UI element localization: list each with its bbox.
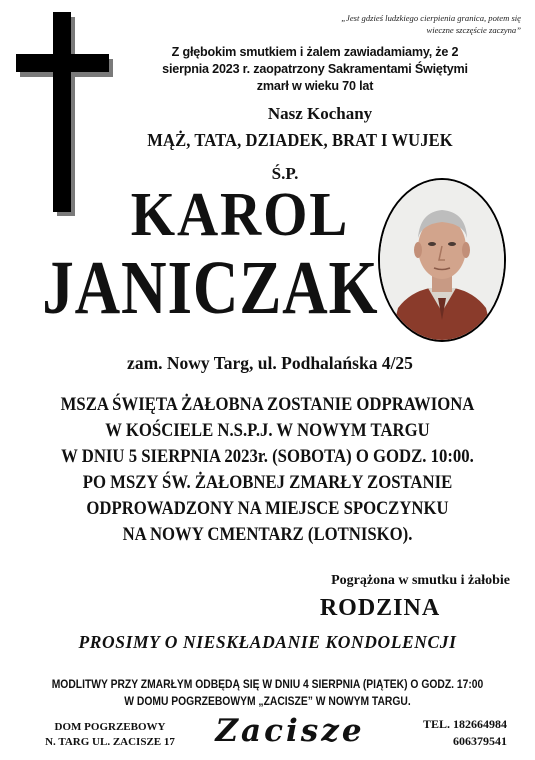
funeral-home-address: N. TARG UL. ZACISZE 17	[45, 736, 175, 748]
announcement-line: PO MSZY ŚW. ŻAŁOBNEJ ZMARŁY ZOSTANIE	[82, 472, 453, 493]
funeral-mass-announcement	[41, 392, 494, 548]
deceased-address: zam. Nowy Targ, ul. Podhalańska 4/25	[127, 353, 413, 373]
announcement-line: W DNIU 5 SIERPNIA 2023r. (SOBOTA) O GODZ. 10:00.	[61, 446, 474, 467]
prayers-line: W DOMU POGRZEBOWYM „ZACISZE” W NOWYM TARGU.	[124, 694, 411, 708]
epigraph-quote: „Jest gdzieś ludzkiego cierpienia granica, potem się wieczne szczęście zaczyna”	[341, 13, 521, 35]
death-announcement-intro: Z głębokim smutkiem i żalem zawiadamiamy, że 2 sierpnia 2023 r. zaopatrzony Sakramentami Świętymi zmarł w wieku 70 lat	[162, 45, 468, 93]
cross-crossbar	[16, 54, 109, 72]
family-signature: RODZINA	[319, 595, 441, 621]
funeral-home-name: DOM POGRZEBOWY	[54, 721, 166, 733]
announcement-line: ODPROWADZONY NA MIEJSCE SPOCZYNKU	[86, 498, 449, 519]
dear-heading: Nasz Kochany	[267, 104, 373, 123]
announcement-line: NA NOWY CMENTARZ (LOTNISKO).	[122, 524, 413, 545]
sp-abbreviation: Ś.P.	[271, 164, 299, 183]
deceased-portrait	[378, 178, 506, 342]
phone-secondary: 606379541	[453, 734, 507, 748]
deceased-last-name: JANICZAK	[42, 246, 379, 330]
prayers-notice	[46, 676, 489, 710]
funeral-home-logo: Zacisze	[215, 713, 365, 749]
mourning-intro: Pogrążona w smutku i żałobie	[331, 573, 510, 588]
announcement-line: MSZA ŚWIĘTA ŻAŁOBNA ZOSTANIE ODPRAWIONA	[60, 394, 475, 415]
cross-icon	[53, 12, 71, 212]
deceased-first-name: KAROL	[130, 181, 350, 249]
funeral-home-phones	[392, 716, 507, 750]
prayers-line: MODLITWY PRZY ZMARŁYM ODBĘDĄ SIĘ W DNIU 4 SIERPNIA (PIĄTEK) O GODZ. 17:00	[51, 677, 484, 691]
announcement-line: W KOŚCIELE N.S.P.J. W NOWYM TARGU	[105, 420, 430, 441]
family-relations: MĄŻ, TATA, DZIADEK, BRAT I WUJEK	[147, 130, 453, 150]
portrait-image	[380, 180, 504, 340]
phone-primary: TEL. 182664984	[422, 717, 507, 731]
funeral-home-info	[30, 720, 190, 750]
no-condolences-request: PROSIMY O NIESKŁADANIE KONDOLENCJI	[78, 632, 457, 652]
